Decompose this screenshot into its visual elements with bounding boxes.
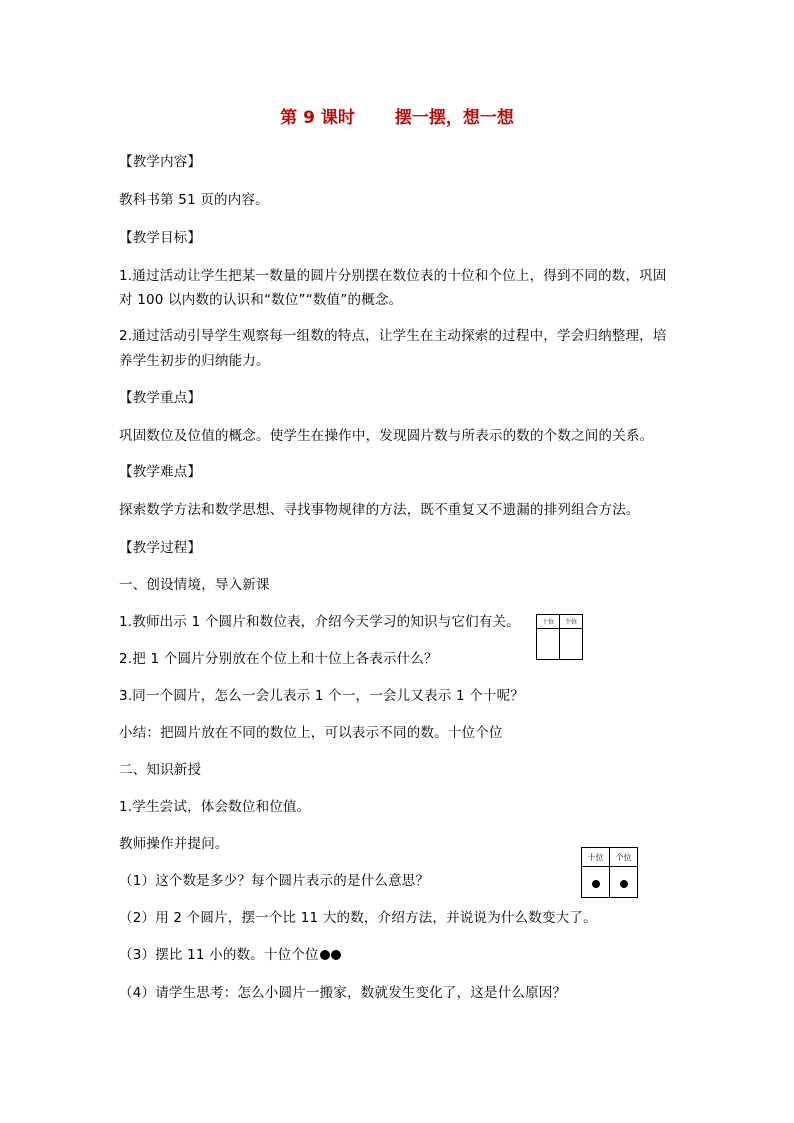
part-2-question-3-text: （3）摆比 11 小的数。十位个位 — [119, 947, 319, 963]
process-heading: 【教学过程】 — [119, 540, 202, 556]
difficulty-text: 探索数学方法和数学思想、寻找事物规律的方法，既不重复又不遗漏的排列组合方法。 — [119, 502, 640, 518]
part-2-heading: 二、知识新授 — [119, 762, 202, 778]
key-text: 巩固数位及位值的概念。使学生在操作中，发现圆片数与所表示的数的个数之间的关系。 — [119, 428, 654, 444]
key-heading: 【教学重点】 — [119, 390, 202, 406]
part-2-question-3 — [119, 946, 341, 964]
part-1-item-3: 3.同一个圆片，怎么一会儿表示 1 个一，一会儿又表示 1 个十呢？ — [119, 688, 525, 704]
place-value-table-eleven — [581, 847, 638, 898]
tens-cell — [537, 629, 560, 660]
part-2-question-4: （4）请学生思考：怎么小圆片一搬家，数就发生变化了，这是什么原因？ — [119, 985, 567, 1001]
part-1-item-2: 2.把 1 个圆片分别放在个位上和十位上各表示什么？ — [119, 651, 438, 667]
counter-dot — [320, 950, 330, 960]
difficulty-heading: 【教学难点】 — [119, 464, 202, 480]
ones-cell — [610, 867, 638, 898]
goal-1-line-1: 1.通过活动让学生把某一数量的圆片分别摆在数位表的十位和个位上，得到不同的数，巩固 — [119, 268, 667, 284]
part-2-teacher-note: 教师操作并提问。 — [119, 836, 229, 852]
tens-cell — [582, 867, 610, 898]
part-2-question-1: （1）这个数是多少？每个圆片表示的是什么意思？ — [119, 873, 430, 889]
lesson-title — [0, 107, 794, 129]
part-1-heading: 一、创设情境，导入新课 — [119, 577, 270, 593]
goal-2-line-2: 养学生初步的归纳能力。 — [119, 353, 270, 369]
counter-dot — [592, 880, 600, 888]
lesson-topic: 摆一摆，想一想 — [394, 108, 514, 128]
ones-header: 个位 — [610, 848, 638, 867]
goals-heading: 【教学目标】 — [119, 230, 202, 246]
goal-1-line-2: 对 100 以内数的认识和“数位”“数值”的概念。 — [119, 292, 403, 308]
tens-header: 十位 — [537, 615, 560, 629]
part-2-item-1: 1.学生尝试，体会数位和位值。 — [119, 799, 311, 815]
part-1-item-1: 1.教师出示 1 个圆片和数位表，介绍今天学习的知识与它们有关。 — [119, 614, 520, 630]
content-text: 教科书第 51 页的内容。 — [119, 192, 269, 208]
lesson-number: 第 9 课时 — [280, 108, 355, 128]
tens-header: 十位 — [582, 848, 610, 867]
part-1-summary: 小结：把圆片放在不同的数位上，可以表示不同的数。十位个位 — [119, 725, 503, 741]
inline-dots — [319, 947, 341, 963]
part-2-question-2: （2）用 2 个圆片，摆一个比 11 大的数，介绍方法，并说说为什么数变大了。 — [119, 910, 597, 926]
ones-cell — [560, 629, 583, 660]
place-value-table-empty — [536, 614, 583, 660]
content-heading: 【教学内容】 — [119, 154, 202, 170]
counter-dot — [620, 880, 628, 888]
goal-2-line-1: 2.通过活动引导学生观察每一组数的特点，让学生在主动探索的过程中，学会归纳整理，培 — [119, 328, 667, 344]
ones-header: 个位 — [560, 615, 583, 629]
counter-dot — [331, 950, 341, 960]
